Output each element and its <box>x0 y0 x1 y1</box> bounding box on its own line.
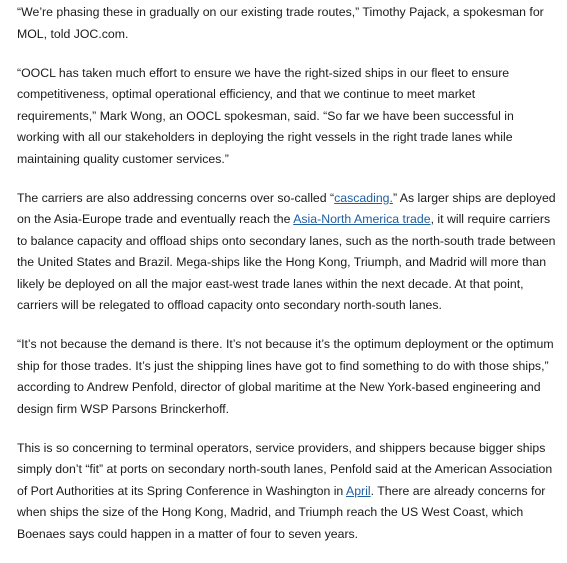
paragraph-text: , it will require carriers to balance capacity and offload ships onto secondary lanes, such as the north-south trade between the United States and Brazil. Mega-ships like the Hong Kong, Triumph, and Madrid will more than likely be deployed on all the major east-west trade lanes within the next decade. At that point, carriers will be relegated to offload capacity onto secondary north-south lanes. <box>17 212 556 312</box>
april-link[interactable]: April <box>346 483 371 498</box>
paragraph-text: “We’re phasing these in gradually on our existing trade routes,” Timothy Pajack, a spokesman for MOL, told JOC.com. <box>17 5 544 41</box>
paragraph-text: . There are already concerns for when ships the size of the Hong Kong, Madrid, and Triumph reach the US West Coast, which Boenaes says could happen in a matter of four to seven years. <box>17 483 546 541</box>
asia-north-america-trade-link[interactable]: Asia-North America trade <box>293 212 431 226</box>
paragraph-cascading <box>17 188 557 317</box>
paragraph-penfold-quote <box>17 334 557 420</box>
paragraph-oocl-quote <box>17 63 557 171</box>
paragraph-text: The carriers are also addressing concerns over so-called “ <box>17 190 335 205</box>
paragraph-text: “It’s not because the demand is there. It’s not because it’s the optimum deployment or the optimum ship for those trades. It’s just the shipping lines have got to find something to do with those ships,” according to Andrew Penfold, director of global maritime at the New York-based engineering and design firm WSP Parsons Brinckerhoff. <box>17 337 554 416</box>
paragraph-terminal-concerns <box>17 438 557 546</box>
paragraph-mol-quote <box>17 2 557 45</box>
paragraph-text: ” As larger ships are deployed on the Asia-Europe trade and eventually reach the <box>17 190 556 226</box>
article-body <box>17 2 557 563</box>
cascading-link[interactable]: cascading. <box>334 190 393 205</box>
paragraph-text: This is so concerning to terminal operators, service providers, and shippers because bigger ships simply don’t “fit” at ports on secondary north-south lanes, Penfold said at the American Association of Port Authorities at its Spring Conference in Washington in <box>17 440 553 498</box>
paragraph-text: “OOCL has taken much effort to ensure we have the right-sized ships in our fleet to ensure competitiveness, optimal operational efficiency, and that we continue to meet market requirements,” Mark Wong, an OOCL spokesman, said. “So far we have been successful in working with all our stakeholders in deploying the right vessels in the right trade lanes while maintaining quality customer services.” <box>17 65 514 166</box>
